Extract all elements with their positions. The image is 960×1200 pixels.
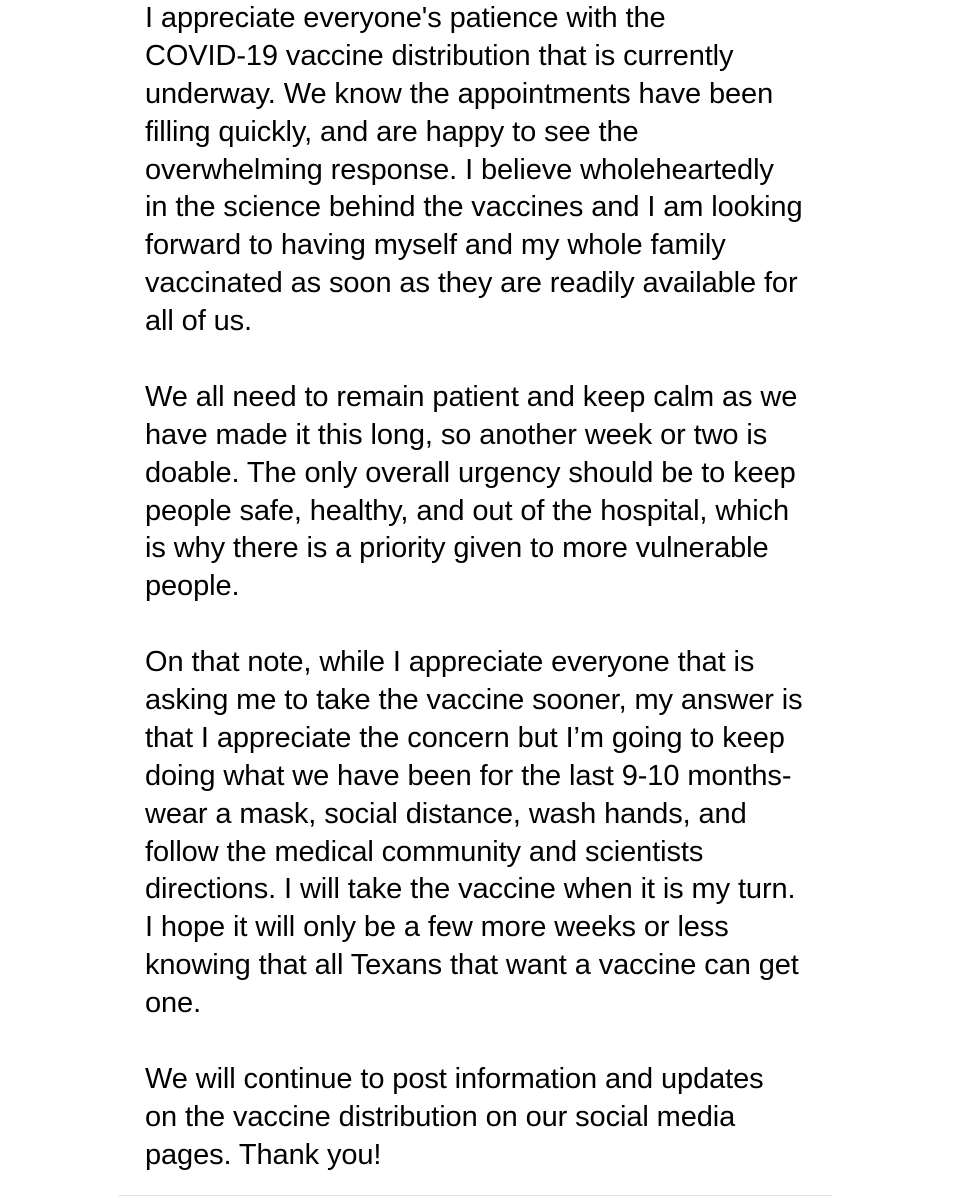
text-line: filling quickly, and are happy to see the (145, 115, 639, 148)
text-line: people safe, healthy, and out of the hospital, which (145, 494, 789, 527)
text-line: people. (145, 570, 240, 603)
statement-document (145, 0, 945, 1175)
text-line: have made it this long, so another week or two is (145, 418, 768, 451)
paragraph-1 (145, 0, 945, 341)
paragraph-3 (145, 644, 945, 1023)
text-line: pages. Thank you! (145, 1138, 382, 1171)
text-line: forward to having myself and my whole family (145, 229, 726, 262)
text-line: asking me to take the vaccine sooner, my answer is (145, 684, 803, 717)
text-line: wear a mask, social distance, wash hands, and (145, 797, 747, 830)
bottom-divider (118, 1195, 832, 1196)
text-line: in the science behind the vaccines and I am looking (145, 191, 803, 224)
text-line: We will continue to post information and updates (145, 1062, 764, 1095)
text-line: On that note, while I appreciate everyone that is (145, 646, 755, 679)
text-line: is why there is a priority given to more vulnerable (145, 532, 769, 565)
text-line: doable. The only overall urgency should be to keep (145, 456, 796, 489)
paragraph-4 (145, 1061, 945, 1175)
text-line: I hope it will only be a few more weeks or less (145, 911, 729, 944)
paragraph-2 (145, 379, 945, 606)
paragraph-spacer (145, 606, 945, 644)
text-line: on the vaccine distribution on our social media (145, 1100, 736, 1133)
text-line: COVID-19 vaccine distribution that is currently (145, 39, 734, 72)
statement-body (145, 0, 945, 1175)
text-line: vaccinated as soon as they are readily available for (145, 267, 798, 300)
text-line: I appreciate everyone's patience with the (145, 2, 666, 34)
text-line: follow the medical community and scientists (145, 835, 704, 868)
text-line: knowing that all Texans that want a vaccine can get (145, 949, 799, 982)
text-line: directions. I will take the vaccine when it is my turn. (145, 873, 796, 906)
text-line: doing what we have been for the last 9-10 months- (145, 759, 792, 792)
text-line: all of us. (145, 305, 252, 338)
paragraph-spacer (145, 1023, 945, 1061)
text-line: We all need to remain patient and keep calm as we (145, 380, 798, 413)
text-line: overwhelming response. I believe wholeheartedly (145, 153, 774, 186)
text-line: that I appreciate the concern but I’m going to keep (145, 721, 785, 754)
paragraph-spacer (145, 341, 945, 379)
text-line: one. (145, 987, 202, 1020)
text-line: underway. We know the appointments have been (145, 77, 774, 110)
